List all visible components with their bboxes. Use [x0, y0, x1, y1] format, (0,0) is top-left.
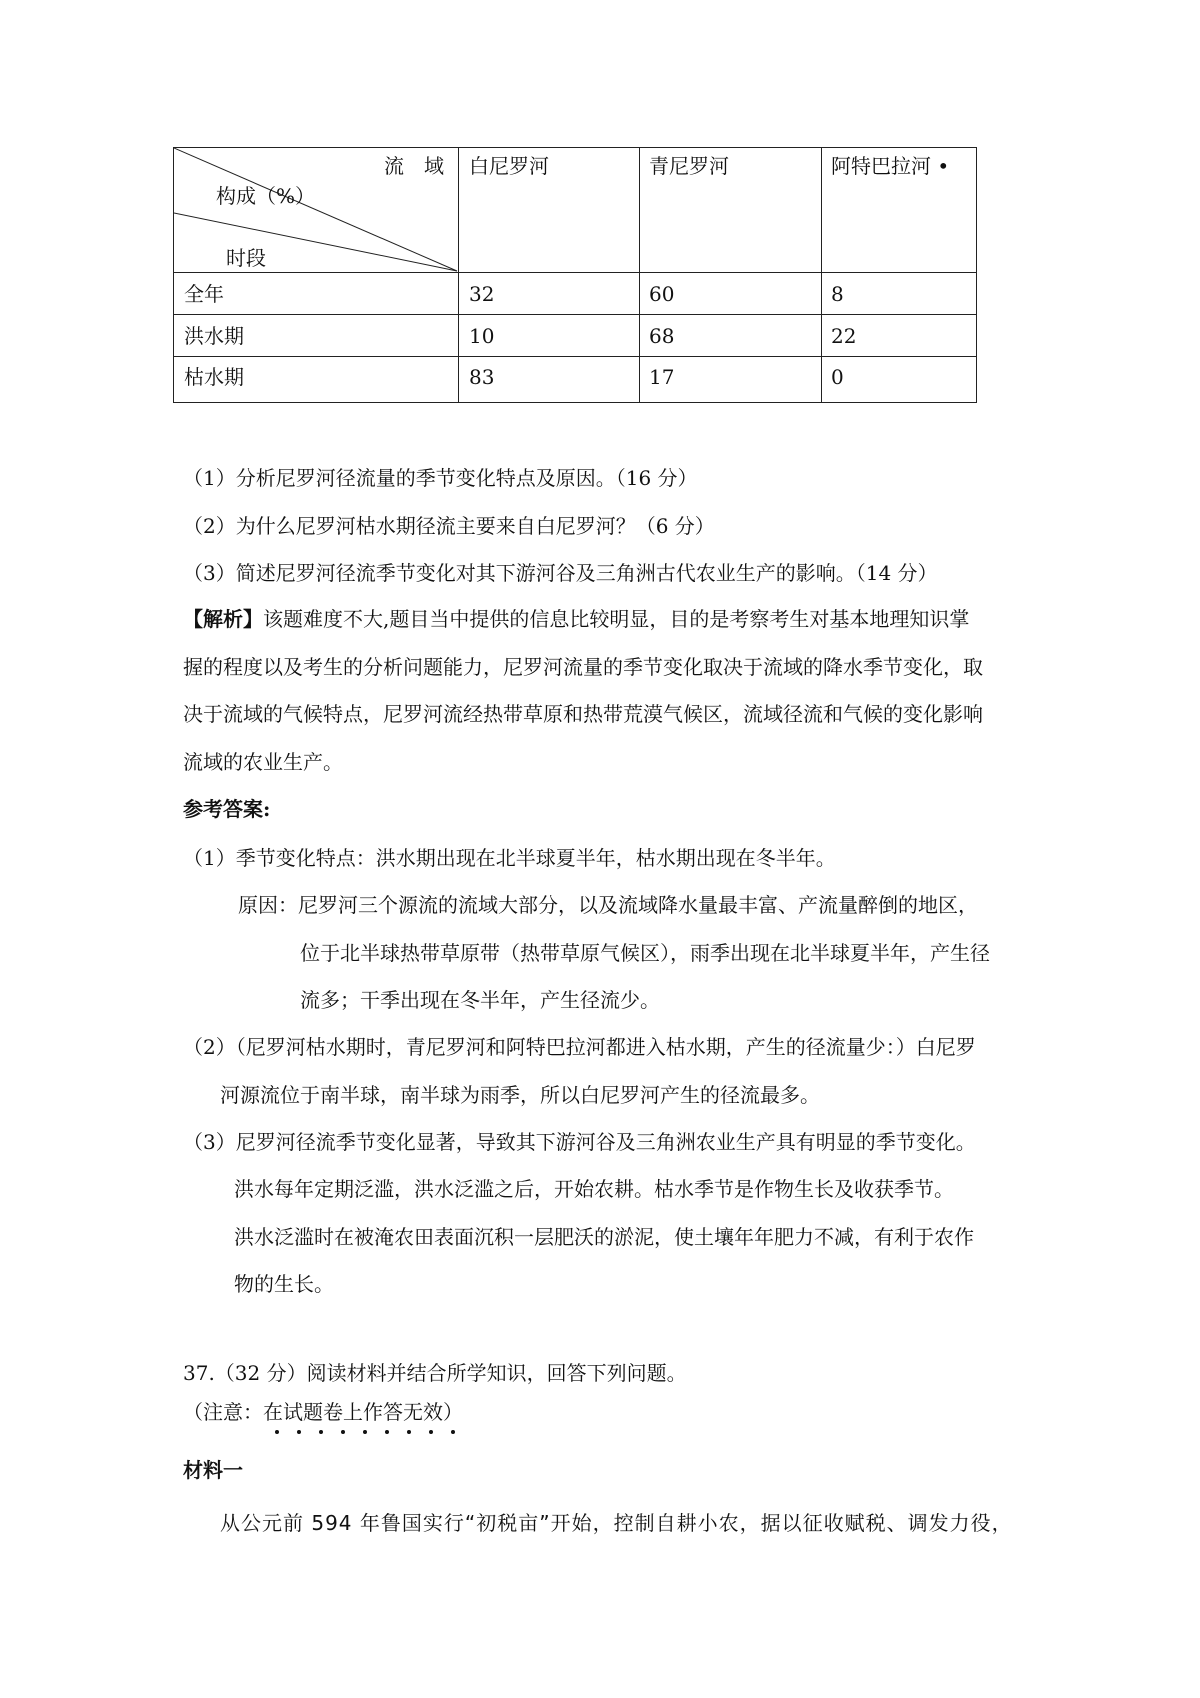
- answer-title: 参考答案:: [183, 797, 271, 821]
- answer-line: 洪水每年定期泛滥，洪水泛滥之后，开始农耕。枯水季节是作物生长及收获季节。: [234, 1177, 954, 1201]
- answer-line: 洪水泛滥时在被淹农田表面沉积一层肥沃的淤泥，使土壤年年肥力不减，有利于农作: [234, 1225, 974, 1249]
- answer-line: 流多；干季出现在冬半年，产生径流少。: [300, 988, 660, 1012]
- emphasis-dot: [319, 1430, 323, 1434]
- analysis-line: 握的程度以及考生的分析问题能力，尼罗河流量的季节变化取决于流域的降水季节变化，取: [183, 655, 983, 679]
- table-col-divider: [821, 148, 822, 402]
- column-header: 青尼罗河: [649, 154, 729, 178]
- analysis-line: 决于流域的气候特点，尼罗河流经热带草原和热带荒漠气候区，流域径流和气候的变化影响: [183, 702, 983, 726]
- answer-line: （3）尼罗河径流季节变化显著，导致其下游河谷及三角洲农业生产具有明显的季节变化。: [183, 1130, 976, 1154]
- analysis-label: 【解析】: [183, 607, 263, 631]
- row-label: 枯水期: [184, 365, 244, 389]
- material-line: 从公元前 594 年鲁国实行“初税亩”开始，控制自耕小农，据以征收赋税、调发力役，: [220, 1511, 1013, 1535]
- row-label: 洪水期: [184, 324, 244, 348]
- row-label: 全年: [184, 282, 224, 306]
- header-corner-basin: 流 域: [384, 154, 444, 178]
- column-header: 阿特巴拉河 •: [831, 154, 950, 178]
- table-row-divider: [174, 356, 976, 357]
- analysis-line: 该题难度不大,题目当中提供的信息比较明显，目的是考察考生对基本地理知识掌: [263, 607, 970, 631]
- table-cell: 32: [469, 282, 495, 306]
- table-cell: 83: [469, 365, 495, 389]
- material-title: 材料一: [183, 1458, 243, 1482]
- runoff-composition-table: [173, 147, 977, 403]
- question-1: （1）分析尼罗河径流量的季节变化特点及原因。（16 分）: [183, 466, 698, 490]
- emphasis-dot: [429, 1430, 433, 1434]
- question-37-title: 37.（32 分）阅读材料并结合所学知识，回答下列问题。: [183, 1361, 687, 1385]
- emphasis-dot: [341, 1430, 345, 1434]
- emphasis-dot: [407, 1430, 411, 1434]
- emphasis-dot: [385, 1430, 389, 1434]
- emphasis-dot: [451, 1430, 455, 1434]
- emphasis-dot: [275, 1430, 279, 1434]
- question-3: （3）简述尼罗河径流季节变化对其下游河谷及三角洲古代农业生产的影响。（14 分）: [183, 561, 938, 585]
- analysis-line: 流域的农业生产。: [183, 750, 343, 774]
- answer-line: 物的生长。: [234, 1272, 334, 1296]
- answer-line: （1）季节变化特点：洪水期出现在北半球夏半年，枯水期出现在冬半年。: [183, 846, 836, 870]
- answer-line: （2）（尼罗河枯水期时，青尼罗河和阿特巴拉河都进入枯水期，产生的径流量少：）白尼罗: [183, 1035, 976, 1059]
- header-corner-period: 时段: [226, 246, 266, 270]
- table-col-divider: [458, 148, 459, 402]
- table-col-divider: [639, 148, 640, 402]
- answer-line: 位于北半球热带草原带（热带草原气候区），雨季出现在北半球夏半年，产生径: [300, 941, 990, 965]
- table-cell: 8: [831, 282, 844, 306]
- answer-line: 原因：尼罗河三个源流的流域大部分，以及流域降水量最丰富、产流量醉倒的地区，: [238, 893, 978, 917]
- table-row-divider: [174, 314, 976, 315]
- table-row-divider: [174, 272, 976, 273]
- column-header: 白尼罗河: [469, 154, 549, 178]
- table-cell: 10: [469, 324, 495, 348]
- table-cell: 0: [831, 365, 844, 389]
- header-corner-composition: 构成（%）: [216, 184, 316, 208]
- table-cell: 17: [649, 365, 675, 389]
- table-cell: 22: [831, 324, 857, 348]
- table-cell: 68: [649, 324, 675, 348]
- emphasis-dot: [363, 1430, 367, 1434]
- table-cell: 60: [649, 282, 675, 306]
- question-2: （2）为什么尼罗河枯水期径流主要来自白尼罗河？（6 分）: [183, 514, 715, 538]
- emphasis-dot: [297, 1430, 301, 1434]
- answer-line: 河源流位于南半球，南半球为雨季，所以白尼罗河产生的径流最多。: [220, 1083, 820, 1107]
- question-37-note: （注意：在试题卷上作答无效）: [183, 1400, 463, 1424]
